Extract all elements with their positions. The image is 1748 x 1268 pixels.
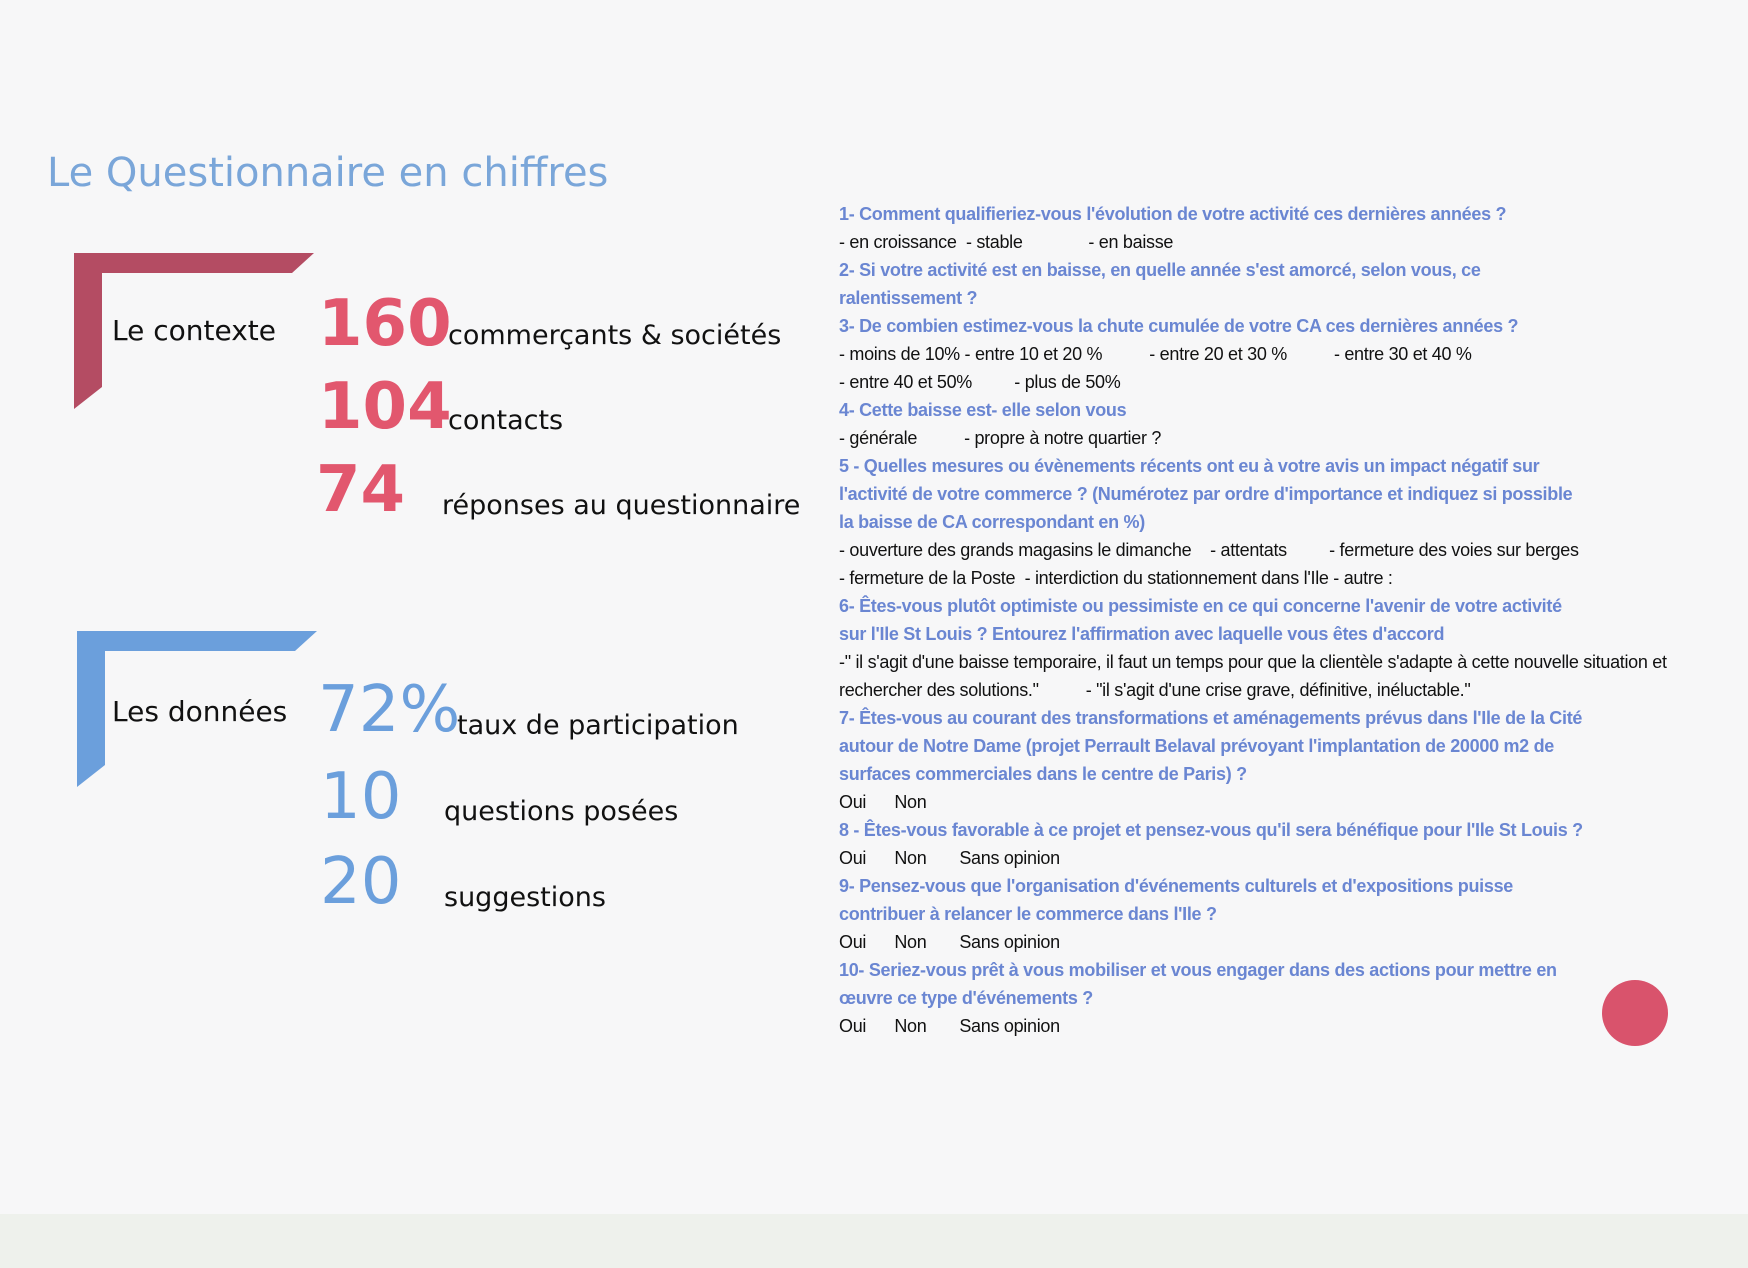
question-text: 7- Êtes-vous au courant des transformations et aménagements prévus dans l'Ile de la Cité autour de Notre Dame (projet Perrault Belaval prévoyant l'implantation de 20000 m2 de surfaces commerciales dans le centre de Paris) ? xyxy=(839,708,1583,784)
question-text: 6- Êtes-vous plutôt optimiste ou pessimiste en ce qui concerne l'avenir de votre activité sur l'Ile St Louis ? Entourez l'affirmation avec laquelle vous êtes d'accord xyxy=(839,596,1562,644)
stat-label: suggestions xyxy=(444,882,606,913)
stat-number: 160 xyxy=(318,287,452,361)
question-text: 1- Comment qualifieriez-vous l'évolution de votre activité ces dernières années ? xyxy=(839,204,1507,224)
answer-options: -" il s'agit d'une baisse temporaire, il faut un temps pour que la clientèle s'adapte à cette nouvelle situation et xyxy=(839,652,1667,672)
answer-options: rechercher des solutions." - "il s'agit d'une crise grave, définitive, inéluctable." xyxy=(839,680,1471,700)
question-text: 5 - Quelles mesures ou évènements récents ont eu à votre avis un impact négatif sur l'activité de votre commerce ? (Numérotez par ordre d'importance et indiquez si possible la baisse de CA correspondant en %) xyxy=(839,456,1573,532)
page-title: Le Questionnaire en chiffres xyxy=(47,150,609,196)
stat-label: taux de participation xyxy=(457,710,739,741)
answer-options: Oui Non Sans opinion xyxy=(839,1016,1060,1036)
stat-label: commerçants & sociétés xyxy=(448,320,782,351)
stat-number: 104 xyxy=(318,370,452,444)
page-bottom-strip xyxy=(0,1214,1748,1268)
question-text: 2- Si votre activité est en baisse, en quelle année s'est amorcé, selon vous, ce ralentissement ? xyxy=(839,260,1481,308)
answer-options: Oui Non Sans opinion xyxy=(839,848,1060,868)
questionnaire-list xyxy=(839,200,1667,1040)
answer-options: Oui Non xyxy=(839,792,927,812)
contexte-label: Le contexte xyxy=(112,314,276,347)
stat-label: réponses au questionnaire xyxy=(442,490,801,521)
stat-number: 20 xyxy=(320,845,402,919)
donnees-label: Les données xyxy=(112,695,288,728)
red-stamp-dot xyxy=(1602,980,1668,1046)
stat-label: questions posées xyxy=(444,796,679,827)
question-text: 4- Cette baisse est- elle selon vous xyxy=(839,400,1127,420)
stat-number: 72% xyxy=(318,673,461,747)
answer-options: - en croissance - stable - en baisse xyxy=(839,232,1174,252)
answer-options: - fermeture de la Poste - interdiction du stationnement dans l'Ile - autre : xyxy=(839,568,1393,588)
answer-options: Oui Non Sans opinion xyxy=(839,932,1060,952)
question-text: 3- De combien estimez-vous la chute cumulée de votre CA ces dernières années ? xyxy=(839,316,1519,336)
stat-number: 74 xyxy=(316,453,406,527)
answer-options: - générale - propre à notre quartier ? xyxy=(839,428,1162,448)
answer-options: - ouverture des grands magasins le dimanche - attentats - fermeture des voies sur berges xyxy=(839,540,1579,560)
stat-label: contacts xyxy=(448,405,564,436)
answer-options: - moins de 10% - entre 10 et 20 % - entre 20 et 30 % - entre 30 et 40 % xyxy=(839,344,1472,364)
question-text: 9- Pensez-vous que l'organisation d'événements culturels et d'expositions puisse contribuer à relancer le commerce dans l'Ile ? xyxy=(839,876,1514,924)
question-text: 8 - Êtes-vous favorable à ce projet et pensez-vous qu'il sera bénéfique pour l'Ile St Louis ? xyxy=(839,820,1583,840)
stat-number: 10 xyxy=(320,760,402,834)
question-text: 10- Seriez-vous prêt à vous mobiliser et vous engager dans des actions pour mettre en œuvre ce type d'événements ? xyxy=(839,960,1557,1008)
answer-options: - entre 40 et 50% - plus de 50% xyxy=(839,372,1121,392)
